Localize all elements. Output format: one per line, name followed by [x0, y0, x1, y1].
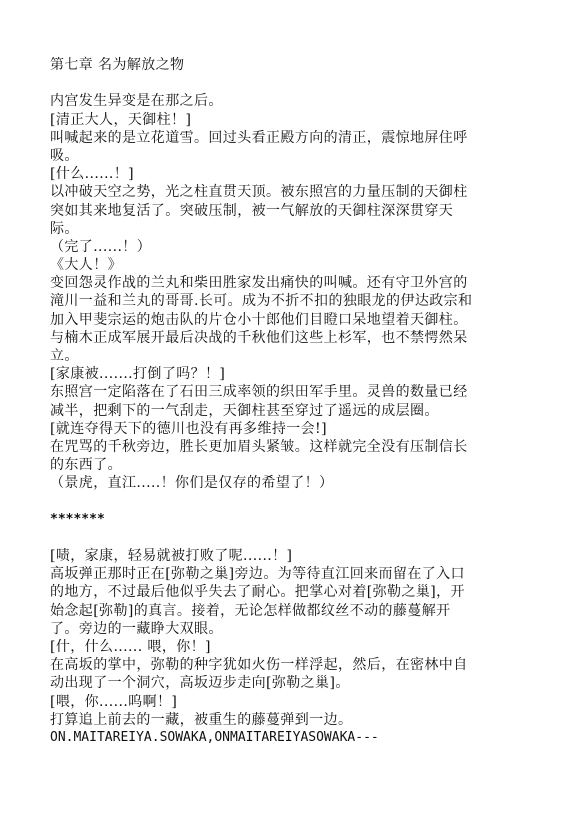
mantra-line: ON.MAITAREIYA.SOWAKA,ONMAITAREIYASOWAKA--- [50, 729, 379, 745]
text-line: [就连夺得天下的德川也没有再多维持一会!] [50, 420, 327, 437]
text-line: [什，什么...... 喂，你！] [50, 639, 211, 655]
blank-line [50, 493, 553, 511]
text-line: 突如其来地复活了。突破压制，被一气解放的天御柱深深贯穿天 [50, 202, 454, 219]
text-line: 以冲破天空之势，光之柱直贯天顶。被东照宫的力量压制的天御柱 [50, 184, 468, 201]
paragraph-block-2 [50, 547, 553, 747]
blank-line [50, 74, 553, 92]
text-line: 在咒骂的千秋旁边，胜长更加眉头紧皱。这样就完全没有压制信长 [50, 438, 468, 455]
blank-line [50, 529, 553, 547]
text-line: 叫喊起来的是立花道雪。回过头看正殿方向的清正，震惊地屏住呼 [50, 129, 468, 146]
text-line: 的东西了。 [50, 457, 122, 474]
text-line: 减半，把剩下的一气刮走，天御柱甚至穿过了遥远的成层圈。 [50, 402, 439, 419]
text-line: [家康被.......打倒了吗？！] [50, 366, 226, 383]
text-line: 东照宫一定陷落在了石田三成率领的织田军手里。灵兽的数量已经 [50, 384, 468, 401]
text-line: （景虎，直江.....！你们是仅存的希望了！） [50, 475, 334, 492]
text-line: 滝川一益和兰丸的哥哥.长可。成为不折不扣的独眼龙的伊达政宗和 [50, 293, 473, 310]
scene-separator: ******* [50, 511, 105, 527]
text-line: 吸。 [50, 147, 79, 164]
text-line: 《大人！》 [50, 257, 122, 274]
text-line: 了。旁边的一藏睁大双眼。 [50, 620, 223, 637]
text-line: 际。 [50, 220, 79, 237]
text-line: 动出现了一个洞穴，高坂迈步走向[弥勒之巢]。 [50, 675, 350, 692]
text-line: （完了......！） [50, 238, 152, 255]
text-line: [喂，你......呜啊！] [50, 693, 178, 710]
text-line: 内宫发生异变是在那之后。 [50, 93, 223, 110]
text-line: 高坂弹正那时正在[弥勒之巢]旁边。为等待直江回来而留在了入口 [50, 566, 465, 583]
text-line: [什么......！] [50, 166, 135, 183]
text-line: [啧，家康，轻易就被打败了呢......！] [50, 548, 293, 565]
text-line: 变回怨灵作战的兰丸和柴田胜家发出痛快的叫喊。还有守卫外宫的 [50, 275, 468, 292]
text-line: 与楠木正成军展开最后决战的千秋他们这些上杉军，也不禁愕然呆 [50, 329, 468, 346]
chapter-title: 第七章 名为解放之物 [50, 57, 185, 73]
text-line: [清正大人，天御柱！] [50, 111, 192, 128]
text-line: 立。 [50, 348, 79, 364]
text-line: 在高坂的掌中，弥勒的种字犹如火伤一样浮起，然后，在密林中自 [50, 657, 468, 674]
text-line: 始念起[弥勒]的真言。接着，无论怎样做都纹丝不动的藤蔓解开 [50, 602, 451, 619]
text-line: 的地方，不过最后他似乎失去了耐心。把掌心对着[弥勒之巢]，开 [50, 584, 465, 601]
paragraph-block-1 [50, 92, 553, 492]
text-line: 加入甲斐宗运的炮击队的片仓小十郎他们目瞪口呆地望着天御柱。 [50, 311, 468, 328]
text-line: 打算追上前去的一藏，被重生的藤蔓弹到一边。 [50, 711, 353, 728]
